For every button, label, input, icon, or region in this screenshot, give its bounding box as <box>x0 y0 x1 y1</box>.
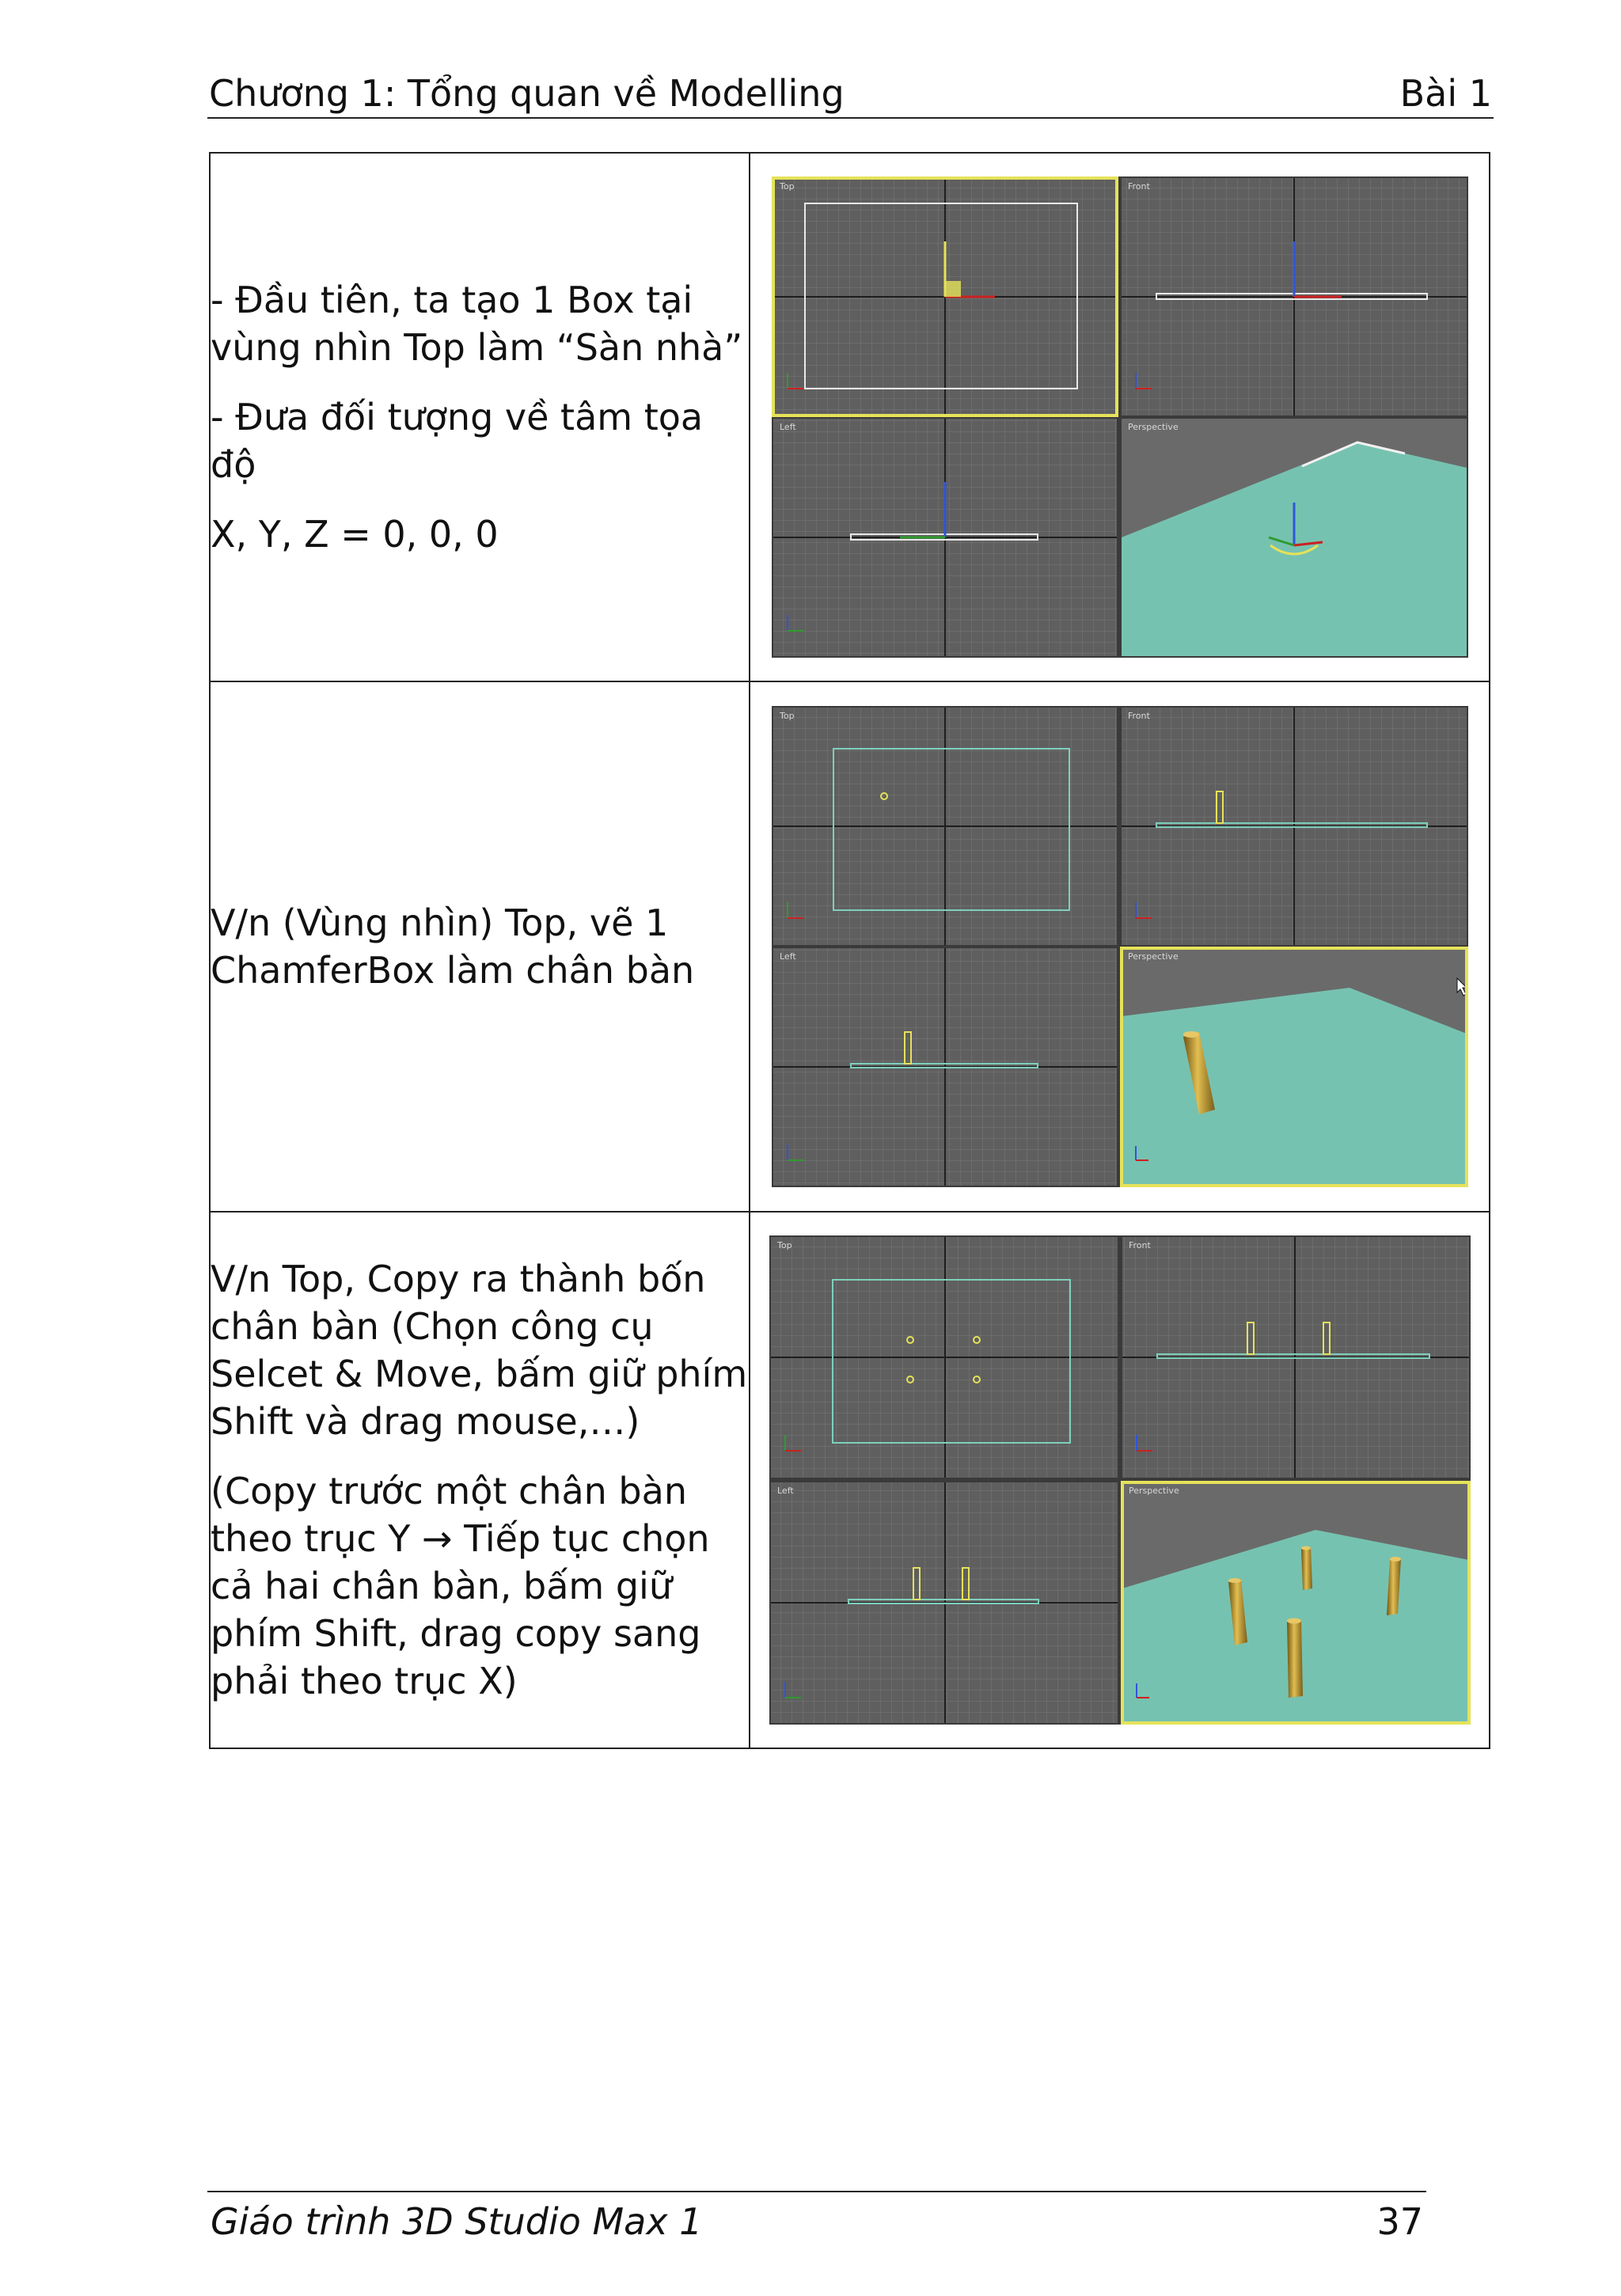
viewport-label: Top <box>776 1240 792 1250</box>
viewports-screenshot <box>769 1235 1471 1725</box>
step-paragraph: V/n Top, Copy ra thành bốn chân bàn (Chọn công cụ Selcet & Move, bấm giữ phím Shift và drag mouse,…) <box>211 1258 748 1443</box>
viewport-top <box>771 1237 1118 1478</box>
step-paragraph: - Đưa đối tượng về tâm tọa độ <box>211 396 704 486</box>
step-screenshot-cell <box>750 681 1490 1212</box>
viewport-label: Front <box>1128 1240 1151 1250</box>
viewport-left <box>773 419 1117 656</box>
step-row <box>210 153 1490 681</box>
viewport-perspective <box>1122 1482 1469 1723</box>
step-screenshot-cell <box>750 153 1490 681</box>
viewport-top <box>773 178 1117 416</box>
page-footer <box>207 2191 1426 2248</box>
page-number: 37 <box>1376 2200 1423 2243</box>
viewport-left <box>771 1482 1118 1723</box>
step-screenshot-cell <box>750 1212 1490 1748</box>
viewport-front <box>1122 708 1467 945</box>
viewport-perspective <box>1122 948 1467 1186</box>
viewport-label: Perspective <box>1127 951 1179 962</box>
viewport-label: Top <box>779 181 795 192</box>
step-text <box>210 153 750 681</box>
viewport-label: Left <box>779 951 796 962</box>
viewport-label: Perspective <box>1127 422 1179 432</box>
viewport-front <box>1122 178 1467 416</box>
viewport-label: Front <box>1127 181 1150 192</box>
steps-table <box>209 152 1490 1749</box>
viewport-label: Top <box>779 711 795 721</box>
viewport-front <box>1122 1237 1469 1478</box>
step-text <box>210 681 750 1212</box>
viewports-screenshot <box>772 176 1468 658</box>
step-paragraph: - Đầu tiên, ta tạo 1 Box tại vùng nhìn Top làm “Sàn nhà” <box>211 279 743 369</box>
viewport-label: Front <box>1127 711 1150 721</box>
chapter-title: Chương 1: Tổng quan về Modelling <box>209 72 845 115</box>
page-header <box>207 70 1494 119</box>
step-paragraph: V/n (Vùng nhìn) Top, vẽ 1 ChamferBox làm chân bàn <box>211 901 695 992</box>
lesson-label: Bài 1 <box>1399 72 1492 115</box>
viewport-top <box>773 708 1117 945</box>
viewport-label: Left <box>776 1486 794 1496</box>
step-text <box>210 1212 750 1748</box>
viewport-label: Perspective <box>1128 1486 1179 1496</box>
viewport-perspective <box>1122 419 1467 656</box>
step-paragraph: X, Y, Z = 0, 0, 0 <box>211 513 499 556</box>
viewport-label: Left <box>779 422 796 432</box>
step-paragraph: (Copy trước một chân bàn theo trục Y → Tiếp tục chọn cả hai chân bàn, bấm giữ phím Shift, drag copy sang phải theo trục X) <box>211 1470 710 1702</box>
viewport-left <box>773 948 1117 1186</box>
step-row <box>210 681 1490 1212</box>
viewports-screenshot <box>772 706 1468 1187</box>
book-title: Giáo trình 3D Studio Max 1 <box>211 2200 703 2243</box>
step-row <box>210 1212 1490 1748</box>
